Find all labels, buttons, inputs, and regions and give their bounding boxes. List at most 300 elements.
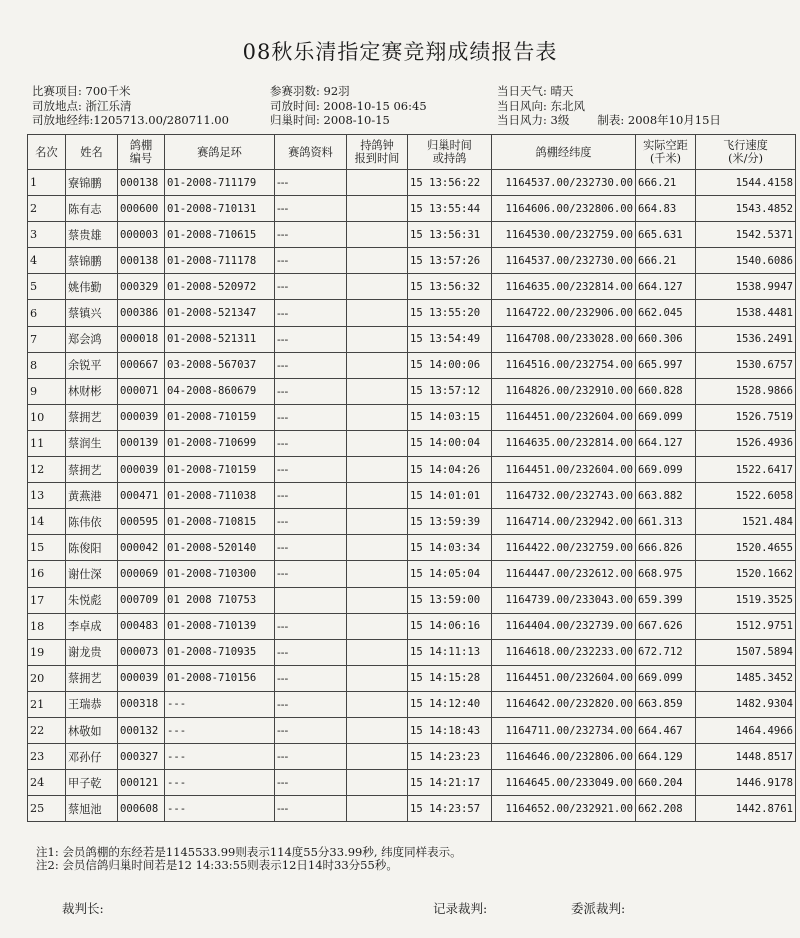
cell-distance: 668.975 xyxy=(636,561,696,587)
table-row xyxy=(28,326,796,352)
cell-pigeon-info: --- xyxy=(275,665,347,691)
cell-rank: 2 xyxy=(28,196,66,222)
cell-speed: 1522.6417 xyxy=(696,457,796,483)
cell-name: 蔡拥艺 xyxy=(66,404,118,430)
cell-distance: 663.882 xyxy=(636,483,696,509)
header-clock-time: 持鸽钟 报到时间 xyxy=(347,135,408,170)
cell-ring-number: 01-2008-710300 xyxy=(165,561,275,587)
cell-rank: 22 xyxy=(28,717,66,743)
cell-clock-time xyxy=(347,613,408,639)
cell-loft-id: 000386 xyxy=(118,300,165,326)
header-name: 姓名 xyxy=(66,135,118,170)
report-title: 08秋乐清指定赛竞翔成绩报告表 xyxy=(242,40,558,64)
cell-ring-number: 01-2008-710159 xyxy=(165,404,275,430)
cell-rank: 4 xyxy=(28,248,66,274)
cell-loft-id: 000069 xyxy=(118,561,165,587)
cell-ring-number: 01-2008-710815 xyxy=(165,509,275,535)
notes xyxy=(36,846,462,872)
cell-name: 蔡旭池 xyxy=(66,796,118,822)
note-2: 注2: 会员信鸽归巢时间若是12 14:33:55则表示12日14时33分55秒。 xyxy=(36,858,398,872)
cell-return-time: 15 14:18:43 xyxy=(408,717,492,743)
cell-ring-number: --- xyxy=(165,691,275,717)
cell-loft-coordinates: 1164642.00/232820.00 xyxy=(492,691,636,717)
cell-rank: 3 xyxy=(28,222,66,248)
cell-name: 陈有志 xyxy=(66,196,118,222)
cell-speed: 1530.6757 xyxy=(696,352,796,378)
cell-distance: 672.712 xyxy=(636,639,696,665)
cell-return-time: 15 13:54:49 xyxy=(408,326,492,352)
cell-loft-coordinates: 1164722.00/232906.00 xyxy=(492,300,636,326)
cell-pigeon-info: --- xyxy=(275,196,347,222)
cell-pigeon-info: --- xyxy=(275,744,347,770)
table-row xyxy=(28,222,796,248)
meta-wind-force: 当日风力: 3级 xyxy=(497,113,570,127)
cell-distance: 661.313 xyxy=(636,509,696,535)
cell-ring-number: --- xyxy=(165,796,275,822)
cell-return-time: 15 14:21:17 xyxy=(408,770,492,796)
cell-return-time: 15 13:59:39 xyxy=(408,509,492,535)
cell-name: 蔡贵雄 xyxy=(66,222,118,248)
meta-release-location: 司放地点: 浙江乐清 xyxy=(32,98,132,113)
table-row xyxy=(28,639,796,665)
table-row xyxy=(28,587,796,613)
cell-rank: 7 xyxy=(28,326,66,352)
cell-clock-time xyxy=(347,248,408,274)
cell-loft-coordinates: 1164652.00/232921.00 xyxy=(492,796,636,822)
cell-loft-id: 000138 xyxy=(118,248,165,274)
cell-rank: 9 xyxy=(28,378,66,404)
cell-loft-id: 000039 xyxy=(118,457,165,483)
meta-wind-force-line xyxy=(497,113,721,128)
cell-loft-id: 000608 xyxy=(118,796,165,822)
cell-loft-id: 000709 xyxy=(118,587,165,613)
cell-loft-coordinates: 1164447.00/232612.00 xyxy=(492,561,636,587)
cell-distance: 659.399 xyxy=(636,587,696,613)
cell-ring-number: --- xyxy=(165,770,275,796)
header-loft-id: 鸽棚 编号 xyxy=(118,135,165,170)
cell-rank: 11 xyxy=(28,430,66,456)
cell-loft-id: 000071 xyxy=(118,378,165,404)
cell-speed: 1448.8517 xyxy=(696,744,796,770)
cell-loft-coordinates: 1164635.00/232814.00 xyxy=(492,274,636,300)
cell-return-time: 15 13:57:26 xyxy=(408,248,492,274)
cell-distance: 665.631 xyxy=(636,222,696,248)
cell-ring-number: 01-2008-520140 xyxy=(165,535,275,561)
cell-loft-coordinates: 1164645.00/233049.00 xyxy=(492,770,636,796)
cell-pigeon-info: --- xyxy=(275,639,347,665)
cell-loft-coordinates: 1164530.00/232759.00 xyxy=(492,222,636,248)
cell-rank: 20 xyxy=(28,665,66,691)
cell-speed: 1528.9866 xyxy=(696,378,796,404)
cell-clock-time xyxy=(347,665,408,691)
cell-pigeon-info: --- xyxy=(275,483,347,509)
cell-speed: 1526.7519 xyxy=(696,404,796,430)
cell-loft-coordinates: 1164618.00/232233.00 xyxy=(492,639,636,665)
cell-return-time: 15 14:03:15 xyxy=(408,404,492,430)
cell-loft-id: 000121 xyxy=(118,770,165,796)
cell-name: 谢龙贵 xyxy=(66,639,118,665)
cell-name: 余锐平 xyxy=(66,352,118,378)
cell-loft-coordinates: 1164711.00/232734.00 xyxy=(492,717,636,743)
meta-release-time: 司放时间: 2008-10-15 06:45 xyxy=(270,98,427,113)
cell-rank: 21 xyxy=(28,691,66,717)
cell-pigeon-info: --- xyxy=(275,717,347,743)
cell-speed: 1538.4481 xyxy=(696,300,796,326)
cell-pigeon-info: --- xyxy=(275,430,347,456)
table-row xyxy=(28,665,796,691)
cell-distance: 664.127 xyxy=(636,430,696,456)
cell-rank: 18 xyxy=(28,613,66,639)
cell-speed: 1526.4936 xyxy=(696,430,796,456)
cell-clock-time xyxy=(347,196,408,222)
table-row xyxy=(28,744,796,770)
cell-return-time: 15 14:12:40 xyxy=(408,691,492,717)
cell-ring-number: 01-2008-711178 xyxy=(165,248,275,274)
cell-loft-coordinates: 1164537.00/232730.00 xyxy=(492,170,636,196)
table-row xyxy=(28,300,796,326)
cell-clock-time xyxy=(347,587,408,613)
cell-name: 林财彬 xyxy=(66,378,118,404)
cell-speed: 1482.9304 xyxy=(696,691,796,717)
cell-ring-number: 03-2008-567037 xyxy=(165,352,275,378)
cell-clock-time xyxy=(347,796,408,822)
cell-ring-number: 01-2008-710139 xyxy=(165,613,275,639)
cell-loft-id: 000329 xyxy=(118,274,165,300)
cell-return-time: 15 14:23:57 xyxy=(408,796,492,822)
cell-rank: 5 xyxy=(28,274,66,300)
cell-ring-number: 04-2008-860679 xyxy=(165,378,275,404)
table-row xyxy=(28,561,796,587)
header-distance: 实际空距 (千米) xyxy=(636,135,696,170)
cell-clock-time xyxy=(347,717,408,743)
header-pigeon-info: 赛鸽资料 xyxy=(275,135,347,170)
table-row xyxy=(28,170,796,196)
cell-pigeon-info: --- xyxy=(275,561,347,587)
cell-distance: 666.826 xyxy=(636,535,696,561)
cell-name: 林敬如 xyxy=(66,717,118,743)
cell-speed: 1521.484 xyxy=(696,509,796,535)
table-row xyxy=(28,430,796,456)
cell-name: 蔡拥艺 xyxy=(66,665,118,691)
cell-rank: 12 xyxy=(28,457,66,483)
cell-loft-id: 000471 xyxy=(118,483,165,509)
cell-pigeon-info: --- xyxy=(275,274,347,300)
table-row xyxy=(28,796,796,822)
cell-pigeon-info: --- xyxy=(275,613,347,639)
table-body xyxy=(28,170,796,822)
cell-loft-id: 000042 xyxy=(118,535,165,561)
table-row xyxy=(28,691,796,717)
cell-clock-time xyxy=(347,430,408,456)
cell-distance: 660.306 xyxy=(636,326,696,352)
header-ring-number: 赛鸽足环 xyxy=(165,135,275,170)
header-return-time: 归巢时间 或持鸽 xyxy=(408,135,492,170)
cell-name: 甲子乾 xyxy=(66,770,118,796)
cell-pigeon-info: --- xyxy=(275,170,347,196)
note-1: 注1: 会员鸽棚的东经若是1145533.99则表示114度55分33.99秒, 纬度同样表示。 xyxy=(36,845,462,859)
cell-rank: 25 xyxy=(28,796,66,822)
cell-clock-time xyxy=(347,300,408,326)
cell-clock-time xyxy=(347,457,408,483)
cell-pigeon-info: --- xyxy=(275,796,347,822)
cell-return-time: 15 14:23:23 xyxy=(408,744,492,770)
cell-clock-time xyxy=(347,509,408,535)
header-speed: 飞行速度 (米/分) xyxy=(696,135,796,170)
cell-name: 黄燕港 xyxy=(66,483,118,509)
cell-pigeon-info: --- xyxy=(275,300,347,326)
assigned-judge-signature: 委派裁判: xyxy=(571,901,626,916)
cell-loft-id: 000132 xyxy=(118,717,165,743)
cell-loft-coordinates: 1164451.00/232604.00 xyxy=(492,457,636,483)
meta-column-1 xyxy=(32,84,229,128)
cell-name: 王瑞恭 xyxy=(66,691,118,717)
cell-loft-id: 000318 xyxy=(118,691,165,717)
cell-return-time: 15 14:03:34 xyxy=(408,535,492,561)
cell-speed: 1442.8761 xyxy=(696,796,796,822)
cell-distance: 666.21 xyxy=(636,248,696,274)
meta-column-2 xyxy=(270,84,427,128)
cell-speed: 1543.4852 xyxy=(696,196,796,222)
cell-ring-number: 01-2008-520972 xyxy=(165,274,275,300)
cell-return-time: 15 13:57:12 xyxy=(408,378,492,404)
cell-rank: 24 xyxy=(28,770,66,796)
cell-speed: 1520.1662 xyxy=(696,561,796,587)
cell-rank: 23 xyxy=(28,744,66,770)
cell-speed: 1520.4655 xyxy=(696,535,796,561)
cell-ring-number: 01-2008-521347 xyxy=(165,300,275,326)
cell-loft-coordinates: 1164606.00/232806.00 xyxy=(492,196,636,222)
cell-rank: 16 xyxy=(28,561,66,587)
cell-loft-coordinates: 1164708.00/233028.00 xyxy=(492,326,636,352)
cell-distance: 664.467 xyxy=(636,717,696,743)
chief-judge-signature: 裁判长: xyxy=(62,901,104,916)
cell-distance: 664.129 xyxy=(636,744,696,770)
cell-name: 蔡锦鹏 xyxy=(66,248,118,274)
cell-return-time: 15 13:56:31 xyxy=(408,222,492,248)
cell-ring-number: 01-2008-710159 xyxy=(165,457,275,483)
cell-return-time: 15 13:55:20 xyxy=(408,300,492,326)
cell-name: 邓孙仔 xyxy=(66,744,118,770)
cell-loft-id: 000600 xyxy=(118,196,165,222)
cell-loft-id: 000139 xyxy=(118,430,165,456)
cell-loft-id: 000018 xyxy=(118,326,165,352)
cell-pigeon-info: --- xyxy=(275,248,347,274)
cell-ring-number: 01-2008-711179 xyxy=(165,170,275,196)
table-header-row xyxy=(28,135,796,170)
cell-speed: 1536.2491 xyxy=(696,326,796,352)
cell-loft-coordinates: 1164739.00/233043.00 xyxy=(492,587,636,613)
cell-pigeon-info: --- xyxy=(275,457,347,483)
cell-loft-coordinates: 1164451.00/232604.00 xyxy=(492,665,636,691)
cell-clock-time xyxy=(347,352,408,378)
cell-name: 蔡拥艺 xyxy=(66,457,118,483)
cell-return-time: 15 14:05:04 xyxy=(408,561,492,587)
cell-distance: 667.626 xyxy=(636,613,696,639)
cell-loft-id: 000073 xyxy=(118,639,165,665)
table-row xyxy=(28,613,796,639)
cell-distance: 669.099 xyxy=(636,404,696,430)
cell-rank: 14 xyxy=(28,509,66,535)
cell-return-time: 15 13:59:00 xyxy=(408,587,492,613)
cell-clock-time xyxy=(347,170,408,196)
record-judge-signature: 记录裁判: xyxy=(433,901,488,916)
cell-distance: 664.83 xyxy=(636,196,696,222)
cell-rank: 15 xyxy=(28,535,66,561)
cell-speed: 1538.9947 xyxy=(696,274,796,300)
cell-speed: 1522.6058 xyxy=(696,483,796,509)
cell-loft-id: 000039 xyxy=(118,665,165,691)
cell-pigeon-info: --- xyxy=(275,404,347,430)
meta-entries: 参赛羽数: 92羽 xyxy=(270,84,350,98)
cell-loft-id: 000003 xyxy=(118,222,165,248)
cell-return-time: 15 13:56:22 xyxy=(408,170,492,196)
cell-ring-number: 01-2008-711038 xyxy=(165,483,275,509)
cell-ring-number: 01-2008-710935 xyxy=(165,639,275,665)
cell-clock-time xyxy=(347,535,408,561)
cell-ring-number: --- xyxy=(165,717,275,743)
meta-return-time: 归巢时间: 2008-10-15 xyxy=(270,113,390,127)
results-table xyxy=(27,134,796,822)
meta-wind-direction: 当日风向: 东北风 xyxy=(497,98,586,113)
cell-clock-time xyxy=(347,483,408,509)
cell-loft-id: 000667 xyxy=(118,352,165,378)
cell-loft-id: 000595 xyxy=(118,509,165,535)
table-row xyxy=(28,378,796,404)
cell-loft-coordinates: 1164635.00/232814.00 xyxy=(492,430,636,456)
cell-name: 陈伟依 xyxy=(66,509,118,535)
cell-loft-coordinates: 1164404.00/232739.00 xyxy=(492,613,636,639)
cell-loft-coordinates: 1164714.00/232942.00 xyxy=(492,509,636,535)
cell-name: 蔡润生 xyxy=(66,430,118,456)
table-row xyxy=(28,404,796,430)
cell-pigeon-info: --- xyxy=(275,509,347,535)
cell-loft-id: 000039 xyxy=(118,404,165,430)
cell-name: 朱悦彪 xyxy=(66,587,118,613)
cell-rank: 19 xyxy=(28,639,66,665)
cell-clock-time xyxy=(347,770,408,796)
meta-made-date: 制表: 2008年10月15日 xyxy=(597,113,721,127)
cell-clock-time xyxy=(347,378,408,404)
cell-return-time: 15 14:15:28 xyxy=(408,665,492,691)
cell-rank: 17 xyxy=(28,587,66,613)
cell-ring-number: 01-2008-521311 xyxy=(165,326,275,352)
cell-clock-time xyxy=(347,274,408,300)
cell-rank: 6 xyxy=(28,300,66,326)
cell-loft-id: 000483 xyxy=(118,613,165,639)
cell-distance: 665.997 xyxy=(636,352,696,378)
cell-ring-number: 01 2008 710753 xyxy=(165,587,275,613)
cell-clock-time xyxy=(347,639,408,665)
cell-name: 谢仕深 xyxy=(66,561,118,587)
cell-distance: 662.045 xyxy=(636,300,696,326)
table-row xyxy=(28,352,796,378)
header-loft-coordinates: 鸽棚经纬度 xyxy=(492,135,636,170)
cell-rank: 10 xyxy=(28,404,66,430)
cell-name: 陈俊阳 xyxy=(66,535,118,561)
cell-clock-time xyxy=(347,561,408,587)
cell-loft-coordinates: 1164826.00/232910.00 xyxy=(492,378,636,404)
cell-speed: 1544.4158 xyxy=(696,170,796,196)
table-row xyxy=(28,457,796,483)
cell-loft-coordinates: 1164422.00/232759.00 xyxy=(492,535,636,561)
cell-ring-number: 01-2008-710699 xyxy=(165,430,275,456)
cell-pigeon-info: --- xyxy=(275,222,347,248)
cell-pigeon-info: --- xyxy=(275,770,347,796)
cell-speed: 1540.6086 xyxy=(696,248,796,274)
cell-name: 蔡镇兴 xyxy=(66,300,118,326)
cell-loft-coordinates: 1164732.00/232743.00 xyxy=(492,483,636,509)
cell-loft-coordinates: 1164646.00/232806.00 xyxy=(492,744,636,770)
cell-rank: 1 xyxy=(28,170,66,196)
cell-clock-time xyxy=(347,744,408,770)
table-row xyxy=(28,248,796,274)
cell-loft-coordinates: 1164537.00/232730.00 xyxy=(492,248,636,274)
cell-pigeon-info: --- xyxy=(275,378,347,404)
cell-name: 寮锦鹏 xyxy=(66,170,118,196)
cell-distance: 669.099 xyxy=(636,457,696,483)
cell-rank: 13 xyxy=(28,483,66,509)
cell-distance: 666.21 xyxy=(636,170,696,196)
cell-ring-number: --- xyxy=(165,744,275,770)
cell-return-time: 15 13:56:32 xyxy=(408,274,492,300)
cell-clock-time xyxy=(347,222,408,248)
cell-distance: 669.099 xyxy=(636,665,696,691)
cell-pigeon-info: --- xyxy=(275,352,347,378)
header-rank: 名次 xyxy=(28,135,66,170)
cell-ring-number: 01-2008-710156 xyxy=(165,665,275,691)
cell-name: 姚伟勤 xyxy=(66,274,118,300)
cell-ring-number: 01-2008-710615 xyxy=(165,222,275,248)
meta-event: 比赛项目: 700千米 xyxy=(32,84,131,98)
cell-return-time: 15 14:01:01 xyxy=(408,483,492,509)
table-row xyxy=(28,509,796,535)
cell-speed: 1542.5371 xyxy=(696,222,796,248)
cell-distance: 660.828 xyxy=(636,378,696,404)
cell-distance: 660.204 xyxy=(636,770,696,796)
cell-return-time: 15 13:55:44 xyxy=(408,196,492,222)
table-row xyxy=(28,483,796,509)
cell-loft-coordinates: 1164516.00/232754.00 xyxy=(492,352,636,378)
cell-distance: 664.127 xyxy=(636,274,696,300)
cell-return-time: 15 14:00:06 xyxy=(408,352,492,378)
table-row xyxy=(28,717,796,743)
cell-pigeon-info: --- xyxy=(275,535,347,561)
cell-return-time: 15 14:04:26 xyxy=(408,457,492,483)
cell-speed: 1512.9751 xyxy=(696,613,796,639)
cell-return-time: 15 14:00:04 xyxy=(408,430,492,456)
cell-ring-number: 01-2008-710131 xyxy=(165,196,275,222)
cell-loft-coordinates: 1164451.00/232604.00 xyxy=(492,404,636,430)
cell-rank: 8 xyxy=(28,352,66,378)
cell-distance: 662.208 xyxy=(636,796,696,822)
table-row xyxy=(28,535,796,561)
cell-pigeon-info xyxy=(275,587,347,613)
cell-speed: 1464.4966 xyxy=(696,717,796,743)
cell-loft-id: 000327 xyxy=(118,744,165,770)
cell-name: 李卓成 xyxy=(66,613,118,639)
meta-column-3 xyxy=(497,84,721,128)
cell-pigeon-info: --- xyxy=(275,326,347,352)
cell-distance: 663.859 xyxy=(636,691,696,717)
cell-name: 郑会鸿 xyxy=(66,326,118,352)
cell-speed: 1519.3525 xyxy=(696,587,796,613)
cell-return-time: 15 14:11:13 xyxy=(408,639,492,665)
meta-release-coordinates: 司放地经纬:1205713.00/280711.00 xyxy=(32,113,229,127)
cell-speed: 1446.9178 xyxy=(696,770,796,796)
cell-clock-time xyxy=(347,691,408,717)
cell-clock-time xyxy=(347,404,408,430)
cell-return-time: 15 14:06:16 xyxy=(408,613,492,639)
